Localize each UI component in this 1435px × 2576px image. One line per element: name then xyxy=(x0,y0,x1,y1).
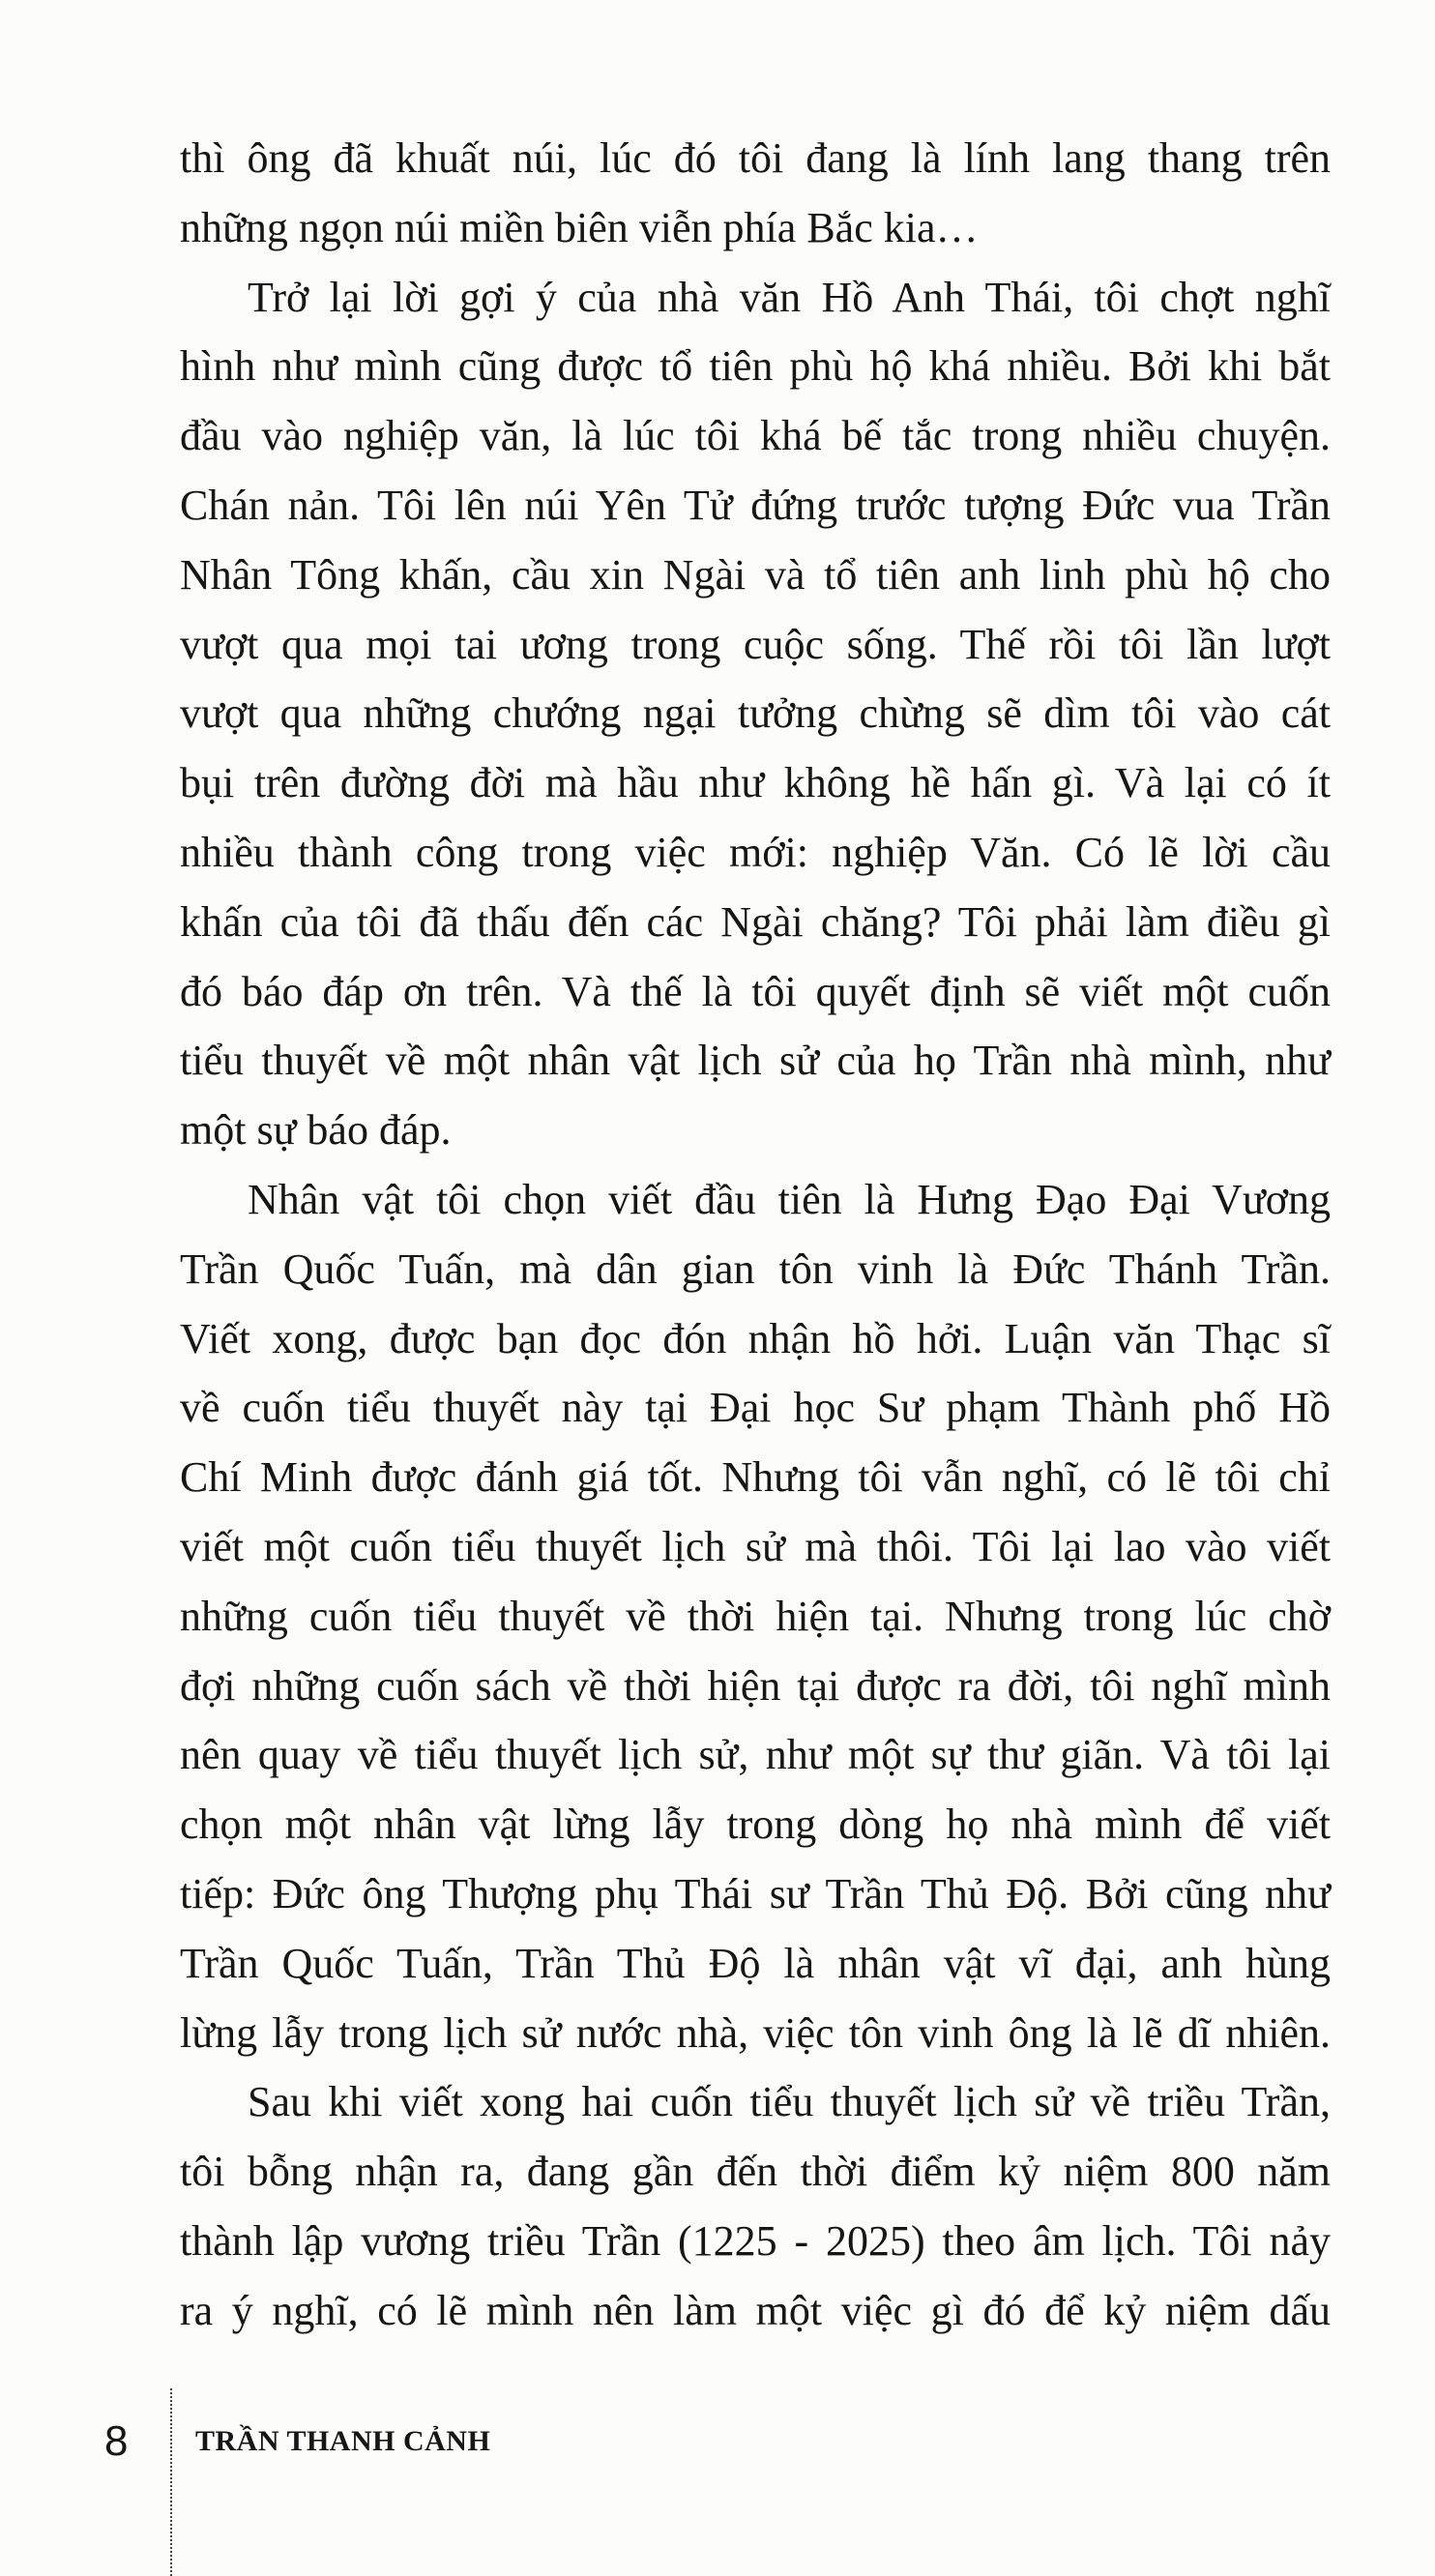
text-line: tôi bỗng nhận ra, đang gần đến thời điểm kỷ niệm 800 năm xyxy=(180,2148,1331,2196)
text-line: một sự báo đáp. xyxy=(180,1106,452,1155)
text-line: Chán nản. Tôi lên núi Yên Tử đứng trước tượng Đức vua Trần xyxy=(180,481,1331,529)
text-line: thành lập vương triều Trần (1225 - 2025) theo âm lịch. Tôi nảy xyxy=(180,2216,1331,2265)
running-head-author: TRẦN THANH CẢNH xyxy=(195,2425,491,2457)
text-line: thì ông đã khuất núi, lúc đó tôi đang là lính lang thang trên xyxy=(180,134,1331,182)
text-line: Nhân Tông khấn, cầu xin Ngài và tổ tiên anh linh phù hộ cho xyxy=(180,550,1331,599)
text-line: Trần Quốc Tuấn, Trần Thủ Độ là nhân vật vĩ đại, anh hùng xyxy=(180,1939,1331,1987)
text-line: viết một cuốn tiểu thuyết lịch sử mà thôi. Tôi lại lao vào viết xyxy=(180,1522,1331,1570)
text-line: Trần Quốc Tuấn, mà dân gian tôn vinh là Đức Thánh Trần. xyxy=(180,1244,1331,1293)
text-line: hình như mình cũng được tổ tiên phù hộ khá nhiều. Bởi khi bắt xyxy=(180,342,1331,391)
text-line: Trở lại lời gợi ý của nhà văn Hồ Anh Thái, tôi chợt nghĩ xyxy=(248,273,1331,321)
text-line: Chí Minh được đánh giá tốt. Nhưng tôi vẫn nghĩ, có lẽ tôi chỉ xyxy=(180,1453,1331,1502)
text-line: chọn một nhân vật lừng lẫy trong dòng họ nhà mình để viết xyxy=(180,1800,1331,1849)
text-line: những ngọn núi miền biên viễn phía Bắc kia… xyxy=(180,203,979,251)
text-line: tiếp: Đức ông Thượng phụ Thái sư Trần Thủ Độ. Bởi cũng như xyxy=(180,1869,1331,1917)
text-line: đó báo đáp ơn trên. Và thế là tôi quyết định sẽ viết một cuốn xyxy=(180,967,1331,1015)
text-line: Viết xong, được bạn đọc đón nhận hồ hởi. Luận văn Thạc sĩ xyxy=(180,1314,1331,1362)
text-line: khấn của tôi đã thấu đến các Ngài chăng? Tôi phải làm điều gì xyxy=(180,897,1331,946)
page-number: 8 xyxy=(104,2417,129,2465)
text-line: vượt qua những chướng ngại tưởng chừng sẽ dìm tôi vào cát xyxy=(180,689,1331,738)
footer-divider xyxy=(170,2388,172,2576)
text-line: nên quay về tiểu thuyết lịch sử, như một sự thư giãn. Và tôi lại xyxy=(180,1731,1331,1779)
text-line: nhiều thành công trong việc mới: nghiệp Văn. Có lẽ lời cầu xyxy=(180,828,1331,876)
text-line: những cuốn tiểu thuyết về thời hiện tại. Nhưng trong lúc chờ xyxy=(180,1592,1331,1640)
text-line: Sau khi viết xong hai cuốn tiểu thuyết lịch sử về triều Trần, xyxy=(248,2078,1331,2126)
text-line: lừng lẫy trong lịch sử nước nhà, việc tôn vinh ông là lẽ dĩ nhiên. xyxy=(180,2008,1331,2057)
text-line: đợi những cuốn sách về thời hiện tại được ra đời, tôi nghĩ mình xyxy=(180,1661,1331,1710)
body-text xyxy=(180,124,1331,2346)
text-line: về cuốn tiểu thuyết này tại Đại học Sư phạm Thành phố Hồ xyxy=(180,1384,1331,1432)
text-line: bụi trên đường đời mà hầu như không hề hấn gì. Và lại có ít xyxy=(180,759,1331,807)
text-line: tiểu thuyết về một nhân vật lịch sử của họ Trần nhà mình, như xyxy=(180,1037,1331,1085)
text-line: ra ý nghĩ, có lẽ mình nên làm một việc gì đó để kỷ niệm dấu xyxy=(180,2286,1331,2334)
text-line: đầu vào nghiệp văn, là lúc tôi khá bế tắc trong nhiều chuyện. xyxy=(180,412,1331,460)
text-line: vượt qua mọi tai ương trong cuộc sống. Thế rồi tôi lần lượt xyxy=(180,620,1331,668)
text-line: Nhân vật tôi chọn viết đầu tiên là Hưng Đạo Đại Vương xyxy=(248,1175,1331,1223)
